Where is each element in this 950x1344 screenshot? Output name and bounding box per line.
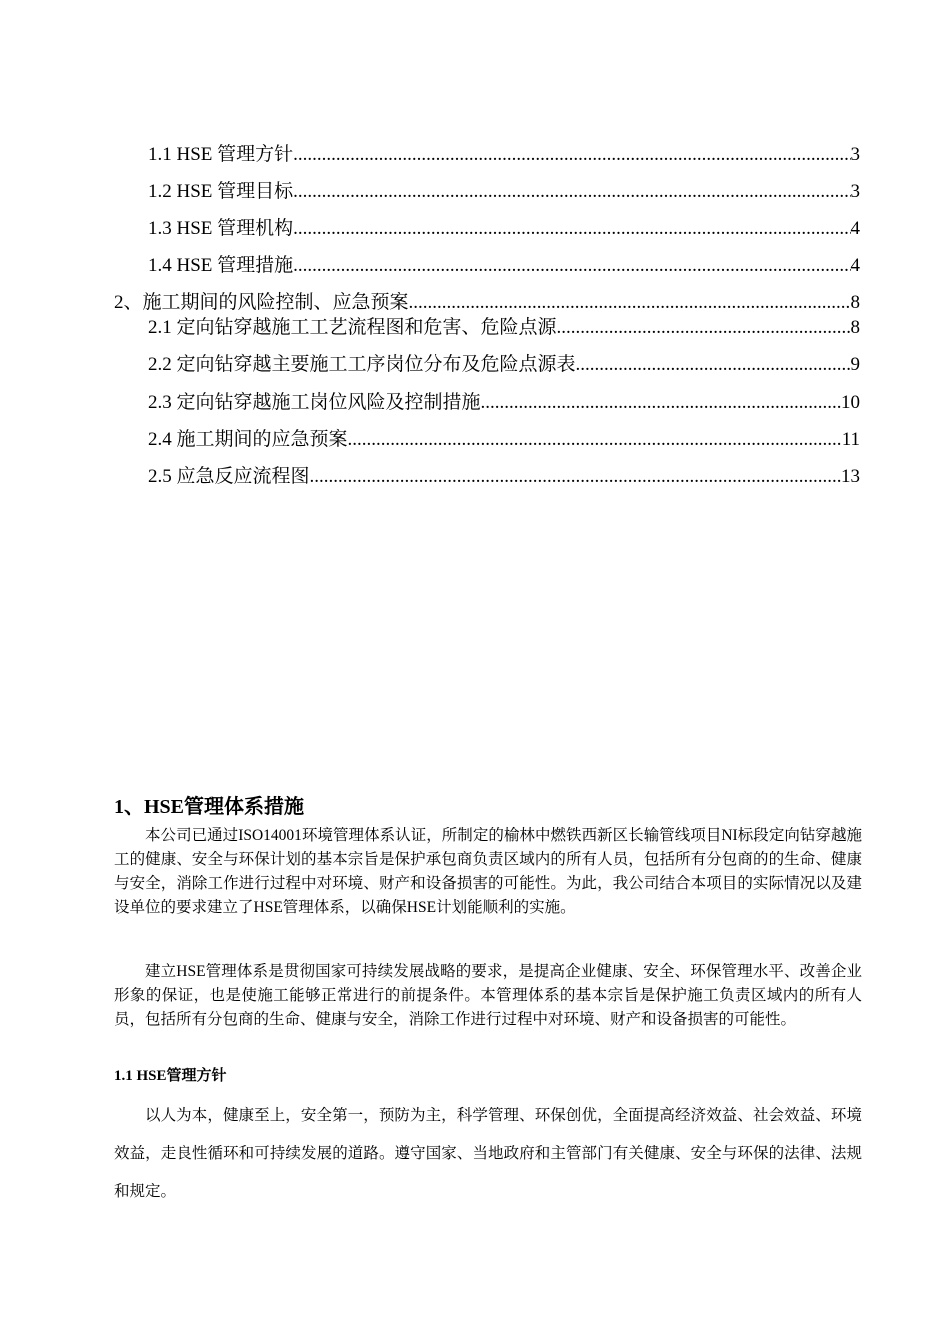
section-1-heading: 1、HSE管理体系措施	[114, 796, 305, 818]
toc-label: 2.2 定向钻穿越主要施工工序岗位分布及危险点源表	[148, 354, 576, 375]
toc-page: 8	[850, 292, 860, 313]
toc-page: 8	[850, 317, 860, 338]
toc-page: 10	[841, 392, 860, 413]
toc-label: 2.4 施工期间的应急预案	[148, 429, 348, 450]
toc-leader	[348, 428, 842, 452]
toc-entry-1-2[interactable]	[148, 180, 860, 204]
toc-page: 9	[850, 354, 860, 375]
toc-entry-1-1[interactable]	[148, 143, 860, 167]
section-1-paragraph-1: 本公司已通过ISO14001环境管理体系认证，所制定的榆林中燃铁西新区长输管线项目NI标段定向钻穿越施工的健康、安全与环保计划的基本宗旨是保护承包商负责区域内的所有人员，包括所有分包商的的生命、健康与安全，消除工作进行过程中对环境、财产和设备损害的可能性。为此，我公司结合本项目的实际情况以及建设单位的要求建立了HSE管理体系，以确保HSE计划能顺利的实施。	[114, 827, 862, 916]
toc-entry-2-4[interactable]	[148, 428, 860, 452]
toc-leader	[293, 217, 850, 241]
toc-leader	[481, 391, 841, 415]
toc-leader	[293, 143, 850, 167]
toc-entry-2[interactable]	[114, 291, 860, 315]
toc-label: 1.2 HSE 管理目标	[148, 181, 294, 202]
toc-leader	[557, 316, 851, 340]
toc-label: 1.4 HSE 管理措施	[148, 255, 294, 276]
section-1-paragraph-2: 建立HSE管理体系是贯彻国家可持续发展战略的要求，是提高企业健康、安全、环保管理水平、改善企业形象的保证，也是使施工能够正常进行的前提条件。本管理体系的基本宗旨是保护施工负责区域内的所有人员，包括所有分包商的生命、健康与安全，消除工作进行过程中对环境、财产和设备损害的可能性。	[114, 963, 862, 1028]
toc-label: 2.3 定向钻穿越施工岗位风险及控制措施	[148, 392, 481, 413]
toc-label: 2、施工期间的风险控制、应急预案	[114, 292, 409, 313]
toc-entry-2-3[interactable]	[148, 391, 860, 415]
toc-leader	[310, 465, 841, 489]
toc-leader	[409, 291, 851, 315]
toc-entry-1-3[interactable]	[148, 217, 860, 241]
toc-page: 13	[841, 466, 860, 487]
toc-leader	[576, 353, 851, 377]
toc-label: 2.5 应急反应流程图	[148, 466, 310, 487]
toc-page: 3	[850, 144, 860, 165]
toc-page: 3	[850, 181, 860, 202]
toc-label: 2.1 定向钻穿越施工工艺流程图和危害、危险点源	[148, 317, 557, 338]
toc-entry-2-2[interactable]	[148, 353, 860, 377]
toc-page: 4	[850, 255, 860, 276]
toc-entry-2-5[interactable]	[148, 465, 860, 489]
section-1-1-heading: 1.1 HSE管理方针	[114, 1068, 227, 1084]
toc-entry-1-4[interactable]	[148, 254, 860, 278]
toc-leader	[293, 180, 850, 204]
toc-entry-2-1[interactable]	[148, 316, 860, 340]
toc-leader	[293, 254, 850, 278]
toc-page: 4	[850, 218, 860, 239]
toc-label: 1.1 HSE 管理方针	[148, 144, 294, 165]
toc-label: 1.3 HSE 管理机构	[148, 218, 294, 239]
section-1-1-paragraph: 以人为本，健康至上，安全第一，预防为主，科学管理、环保创优，全面提高经济效益、社会效益、环境效益，走良性循环和可持续发展的道路。遵守国家、当地政府和主管部门有关健康、安全与环保的法律、法规和规定。	[114, 1107, 862, 1200]
toc-page: 11	[841, 429, 860, 450]
